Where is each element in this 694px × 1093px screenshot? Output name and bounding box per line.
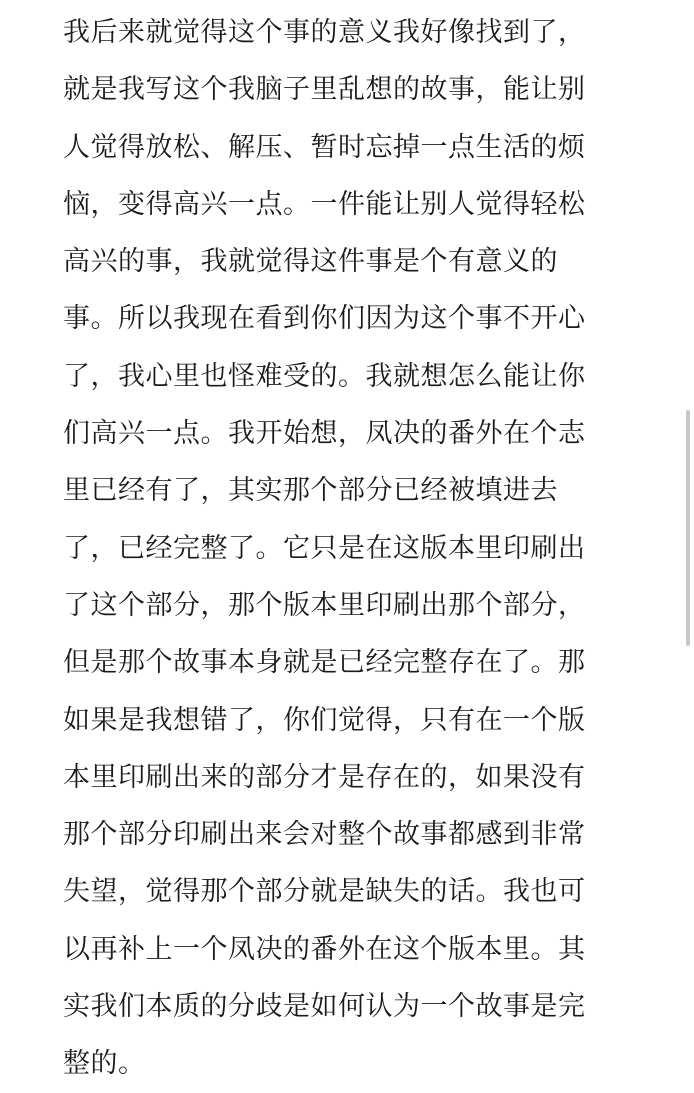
text-line: 事。所以我现在看到你们因为这个事不开心 [63,303,586,335]
text-line: 了，已经完整了。它只是在这版本里印刷出 [63,532,586,564]
text-line: 们高兴一点。我开始想，凤决的番外在个志 [63,418,586,450]
text-line: 整的。 [63,1048,146,1080]
text-line: 恼，变得高兴一点。一件能让别人觉得轻松 [63,188,586,220]
text-line: 高兴的事，我就觉得这件事是个有意义的 [63,246,558,278]
text-line: 失望，觉得那个部分就是缺失的话。我也可 [63,876,586,908]
text-line: 人觉得放松、解压、暂时忘掉一点生活的烦 [63,131,586,163]
text-line: 但是那个故事本身就是已经完整存在了。那 [63,647,586,679]
text-line: 里已经有了，其实那个部分已经被填进去 [63,475,558,507]
text-line: 如果是我想错了，你们觉得，只有在一个版 [63,704,586,736]
text-line: 就是我写这个我脑子里乱想的故事，能让别 [63,74,586,106]
article-body [63,4,643,1093]
text-line: 我后来就觉得这个事的意义我好像找到了， [63,17,586,48]
scrollbar-thumb[interactable] [686,410,690,646]
text-line: 那个部分印刷出来会对整个故事都感到非常 [63,819,586,851]
text-line: 实我们本质的分歧是如何认为一个故事是完 [63,991,586,1023]
text-line: 以再补上一个凤决的番外在这个版本里。其 [63,933,586,965]
text-line: 了，我心里也怪难受的。我就想怎么能让你 [63,360,586,392]
text-line: 本里印刷出来的部分才是存在的，如果没有 [63,761,586,793]
text-line: 了这个部分，那个版本里印刷出那个部分， [63,589,586,621]
